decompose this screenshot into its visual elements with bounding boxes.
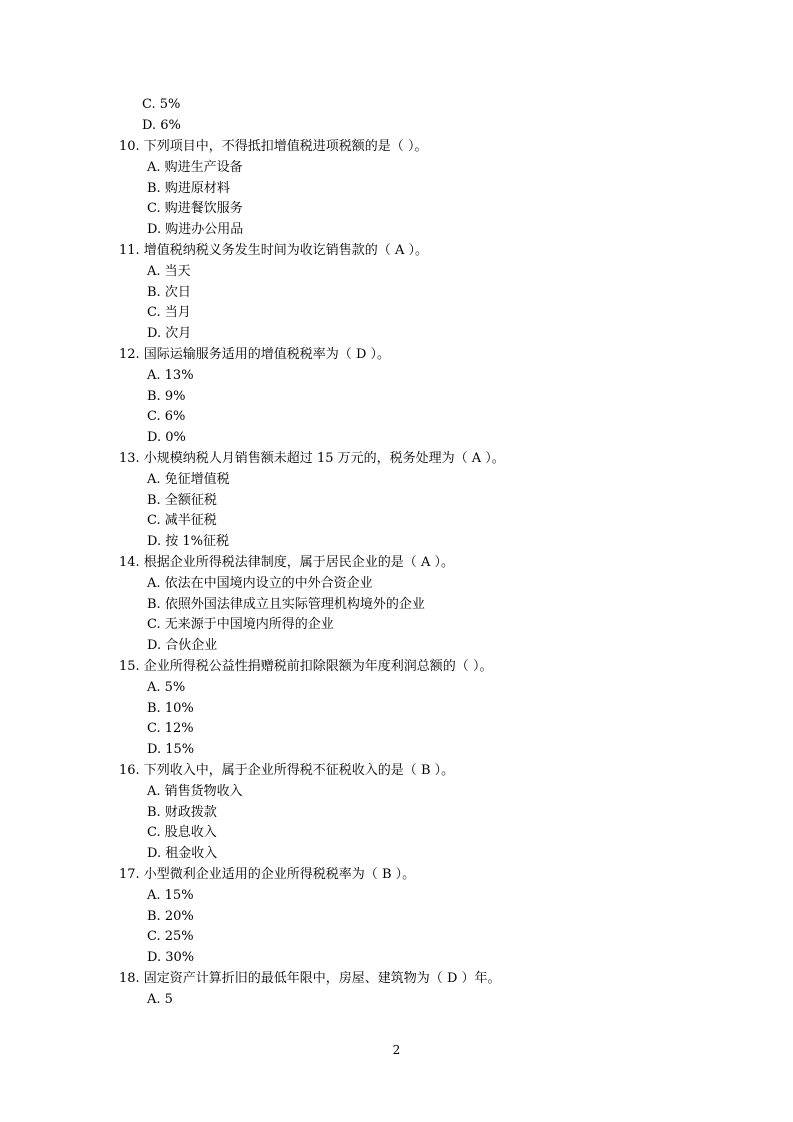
option: D. 按 1%征税	[147, 534, 229, 549]
option: C. 购进餐饮服务	[147, 201, 243, 216]
option: D. 0%	[147, 430, 186, 445]
option: D. 次月	[147, 326, 192, 341]
option: A. 15%	[147, 888, 194, 903]
option: B. 10%	[147, 701, 194, 716]
option: C. 当月	[147, 305, 191, 320]
question-stem: 16. 下列收入中，属于企业所得税不征税收入的是（ B ）。	[119, 763, 455, 778]
option: D. 购进办公用品	[147, 222, 244, 237]
option: D. 租金收入	[147, 846, 218, 861]
option: A. 5%	[147, 680, 186, 695]
question-stem: 10. 下列项目中，不得抵扣增值税进项税额的是（ ）。	[119, 139, 428, 154]
option: B. 购进原材料	[147, 181, 230, 196]
option: C. 减半征税	[147, 513, 217, 528]
option: C. 无来源于中国境内所得的企业	[147, 617, 334, 632]
option: B. 9%	[147, 389, 186, 404]
option: B. 全额征税	[147, 493, 217, 508]
option: B. 次日	[147, 285, 191, 300]
option: A. 13%	[147, 368, 194, 383]
option: A. 依法在中国境内设立的中外合资企业	[147, 576, 373, 591]
question-stem: 18. 固定资产计算折旧的最低年限中，房屋、建筑物为（ D ）年。	[119, 971, 501, 986]
question-stem: 15. 企业所得税公益性捐赠税前扣除限额为年度利润总额的（ ）。	[119, 659, 493, 674]
option: D. 合伙企业	[147, 638, 218, 653]
option: B. 20%	[147, 909, 194, 924]
option: D. 15%	[147, 742, 195, 757]
option: C. 6%	[147, 409, 186, 424]
option: C. 12%	[147, 721, 194, 736]
question-stem: 11. 增值税纳税义务发生时间为收讫销售款的（ A ）。	[119, 243, 428, 258]
option: B. 财政拨款	[147, 805, 217, 820]
option: B. 依照外国法律成立且实际管理机构境外的企业	[147, 597, 425, 612]
option: A. 购进生产设备	[147, 160, 243, 175]
option: C. 25%	[147, 929, 194, 944]
question-stem: 13. 小规模纳税人月销售额未超过 15 万元的，税务处理为（ A ）。	[119, 451, 505, 466]
option: C. 股息收入	[147, 825, 217, 840]
page-number: 2	[392, 1043, 401, 1057]
option: D. 30%	[147, 950, 195, 965]
question-stem: 12. 国际运输服务适用的增值税税率为（ D ）。	[119, 347, 390, 362]
option: A. 免征增值税	[147, 472, 230, 487]
question-stem: 17. 小型微利企业适用的企业所得税税率为（ B ）。	[119, 867, 416, 882]
option: A. 5	[147, 992, 173, 1007]
option: A. 当天	[147, 264, 191, 279]
option: D. 6%	[142, 118, 181, 133]
option: A. 销售货物收入	[147, 784, 243, 799]
question-stem: 14. 根据企业所得税法律制度，属于居民企业的是（ A ）。	[119, 555, 454, 570]
option: C. 5%	[142, 97, 181, 112]
